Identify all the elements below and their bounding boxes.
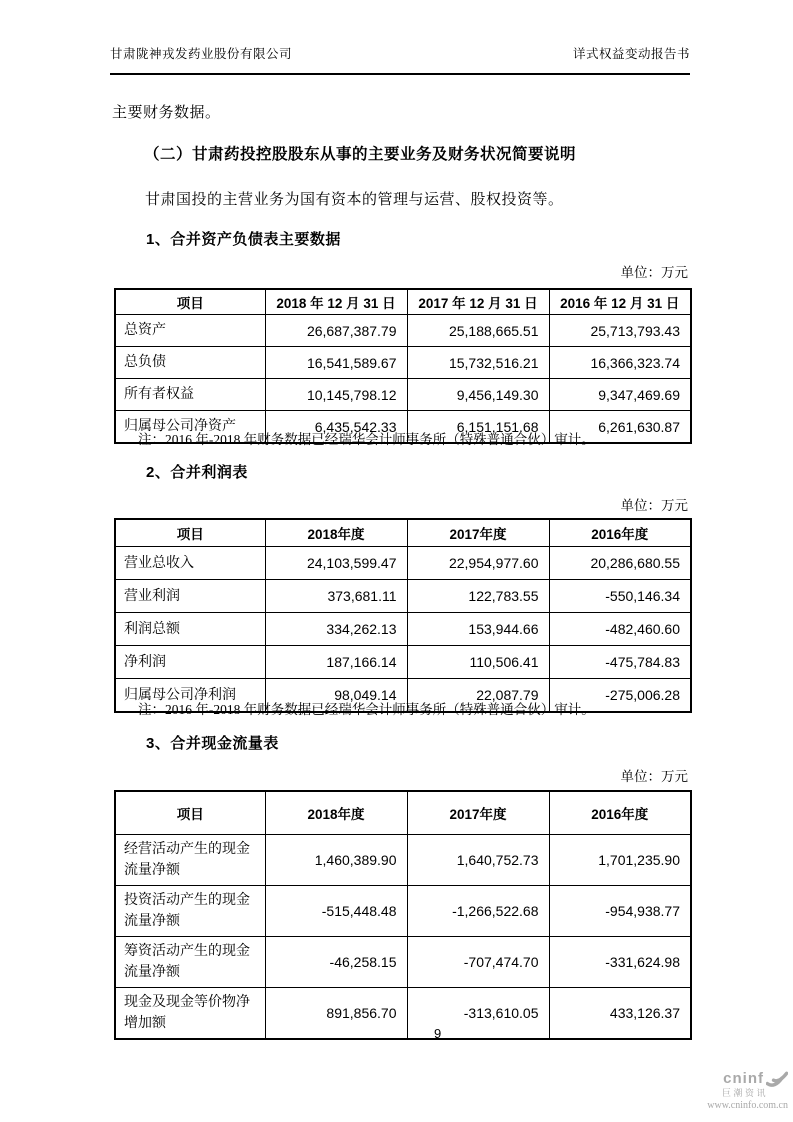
value-cell: 16,541,589.67	[265, 347, 407, 379]
section-paragraph: 甘肃国投的主营业务为国有资本的管理与运营、股权投资等。	[145, 192, 564, 208]
column-header: 2018 年 12 月 31 日	[265, 289, 407, 315]
column-header: 项目	[115, 289, 265, 315]
value-cell: 433,126.37	[549, 988, 691, 1040]
value-cell: 20,286,680.55	[549, 547, 691, 580]
column-header: 2016年度	[549, 791, 691, 835]
cninfo-cn-label: 巨潮资讯	[721, 1088, 768, 1098]
column-header: 2017年度	[407, 519, 549, 547]
value-cell: -1,266,522.68	[407, 886, 549, 937]
value-cell: -331,624.98	[549, 937, 691, 988]
value-cell: 187,166.14	[265, 646, 407, 679]
value-cell: -515,448.48	[265, 886, 407, 937]
value-cell: 16,366,323.74	[549, 347, 691, 379]
row-label: 经营活动产生的现金流量净额	[115, 835, 265, 886]
table-header-row	[115, 289, 691, 315]
value-cell: 98,049.14	[265, 679, 407, 713]
row-label: 所有者权益	[115, 379, 265, 411]
row-label: 利润总额	[115, 613, 265, 646]
row-label: 归属母公司净资产	[115, 411, 265, 444]
value-cell: 122,783.55	[407, 580, 549, 613]
column-header: 2016年度	[549, 519, 691, 547]
value-cell: 373,681.11	[265, 580, 407, 613]
value-cell: -313,610.05	[407, 988, 549, 1040]
page-number: 9	[434, 1026, 442, 1041]
section-heading: （二）甘肃药投控股股东从事的主要业务及财务状况简要说明	[144, 146, 577, 163]
balance-sheet-table	[114, 288, 692, 444]
table-row	[115, 886, 691, 937]
value-cell: 6,435,542.33	[265, 411, 407, 444]
value-cell: 153,944.66	[407, 613, 549, 646]
table-row	[115, 988, 691, 1040]
column-header: 2018年度	[265, 519, 407, 547]
table-row	[115, 580, 691, 613]
value-cell: -482,460.60	[549, 613, 691, 646]
table-note-balance: 注：2016 年-2018 年财务数据已经瑞华会计师事务所（特殊普通合伙）审计。	[138, 432, 595, 447]
value-cell: 334,262.13	[265, 613, 407, 646]
row-label: 现金及现金等价物净增加额	[115, 988, 265, 1040]
column-header: 项目	[115, 791, 265, 835]
column-header: 2018年度	[265, 791, 407, 835]
row-label: 营业总收入	[115, 547, 265, 580]
value-cell: -46,258.15	[265, 937, 407, 988]
value-cell: 1,460,389.90	[265, 835, 407, 886]
table-note-income: 注：2016 年-2018 年财务数据已经瑞华会计师事务所（特殊普通合伙）审计。	[138, 702, 595, 717]
row-label: 净利润	[115, 646, 265, 679]
value-cell: 9,456,149.30	[407, 379, 549, 411]
value-cell: 25,188,665.51	[407, 315, 549, 347]
table-row	[115, 613, 691, 646]
table-row	[115, 315, 691, 347]
page-header	[110, 44, 690, 75]
unit-label-cashflow: 单位：万元	[620, 769, 688, 784]
income-statement-table	[114, 518, 692, 713]
table-header-row	[115, 791, 691, 835]
cninfo-swoosh-icon	[766, 1071, 788, 1088]
value-cell: -550,146.34	[549, 580, 691, 613]
table-header-row	[115, 519, 691, 547]
cninfo-brand-text: cninf	[723, 1070, 764, 1088]
value-cell: 22,087.79	[407, 679, 549, 713]
value-cell: 9,347,469.69	[549, 379, 691, 411]
value-cell: -954,938.77	[549, 886, 691, 937]
value-cell: -707,474.70	[407, 937, 549, 988]
column-header: 2017 年 12 月 31 日	[407, 289, 549, 315]
value-cell: 891,856.70	[265, 988, 407, 1040]
row-label: 投资活动产生的现金流量净额	[115, 886, 265, 937]
table-row	[115, 835, 691, 886]
cash-flow-table	[114, 790, 692, 1040]
unit-label-income: 单位：万元	[620, 498, 688, 513]
table-row	[115, 347, 691, 379]
row-label: 总资产	[115, 315, 265, 347]
column-header: 2016 年 12 月 31 日	[549, 289, 691, 315]
value-cell: 1,640,752.73	[407, 835, 549, 886]
cninfo-url: www.cninfo.com.cn	[707, 1099, 788, 1111]
row-label: 归属母公司净利润	[115, 679, 265, 713]
value-cell: 24,103,599.47	[265, 547, 407, 580]
column-header: 2017年度	[407, 791, 549, 835]
value-cell: -275,006.28	[549, 679, 691, 713]
value-cell: 15,732,516.21	[407, 347, 549, 379]
column-header: 项目	[115, 519, 265, 547]
value-cell: 26,687,387.79	[265, 315, 407, 347]
value-cell: 25,713,793.43	[549, 315, 691, 347]
table-heading-cashflow: 3、合并现金流量表	[146, 735, 279, 752]
doc-title: 详式权益变动报告书	[572, 47, 690, 61]
row-label: 营业利润	[115, 580, 265, 613]
value-cell: -475,784.83	[549, 646, 691, 679]
table-row	[115, 646, 691, 679]
table-heading-balance: 1、合并资产负债表主要数据	[146, 231, 341, 248]
cninfo-watermark	[707, 1071, 788, 1111]
company-name: 甘肃陇神戎发药业股份有限公司	[110, 47, 293, 61]
table-heading-income: 2、合并利润表	[146, 464, 248, 481]
table-row	[115, 547, 691, 580]
value-cell: 10,145,798.12	[265, 379, 407, 411]
value-cell: 6,151,151.68	[407, 411, 549, 444]
value-cell: 110,506.41	[407, 646, 549, 679]
value-cell: 22,954,977.60	[407, 547, 549, 580]
row-label: 筹资活动产生的现金流量净额	[115, 937, 265, 988]
row-label: 总负债	[115, 347, 265, 379]
value-cell: 6,261,630.87	[549, 411, 691, 444]
table-row	[115, 937, 691, 988]
value-cell: 1,701,235.90	[549, 835, 691, 886]
intro-paragraph: 主要财务数据。	[112, 105, 221, 121]
table-row	[115, 379, 691, 411]
unit-label-balance: 单位：万元	[620, 265, 688, 280]
